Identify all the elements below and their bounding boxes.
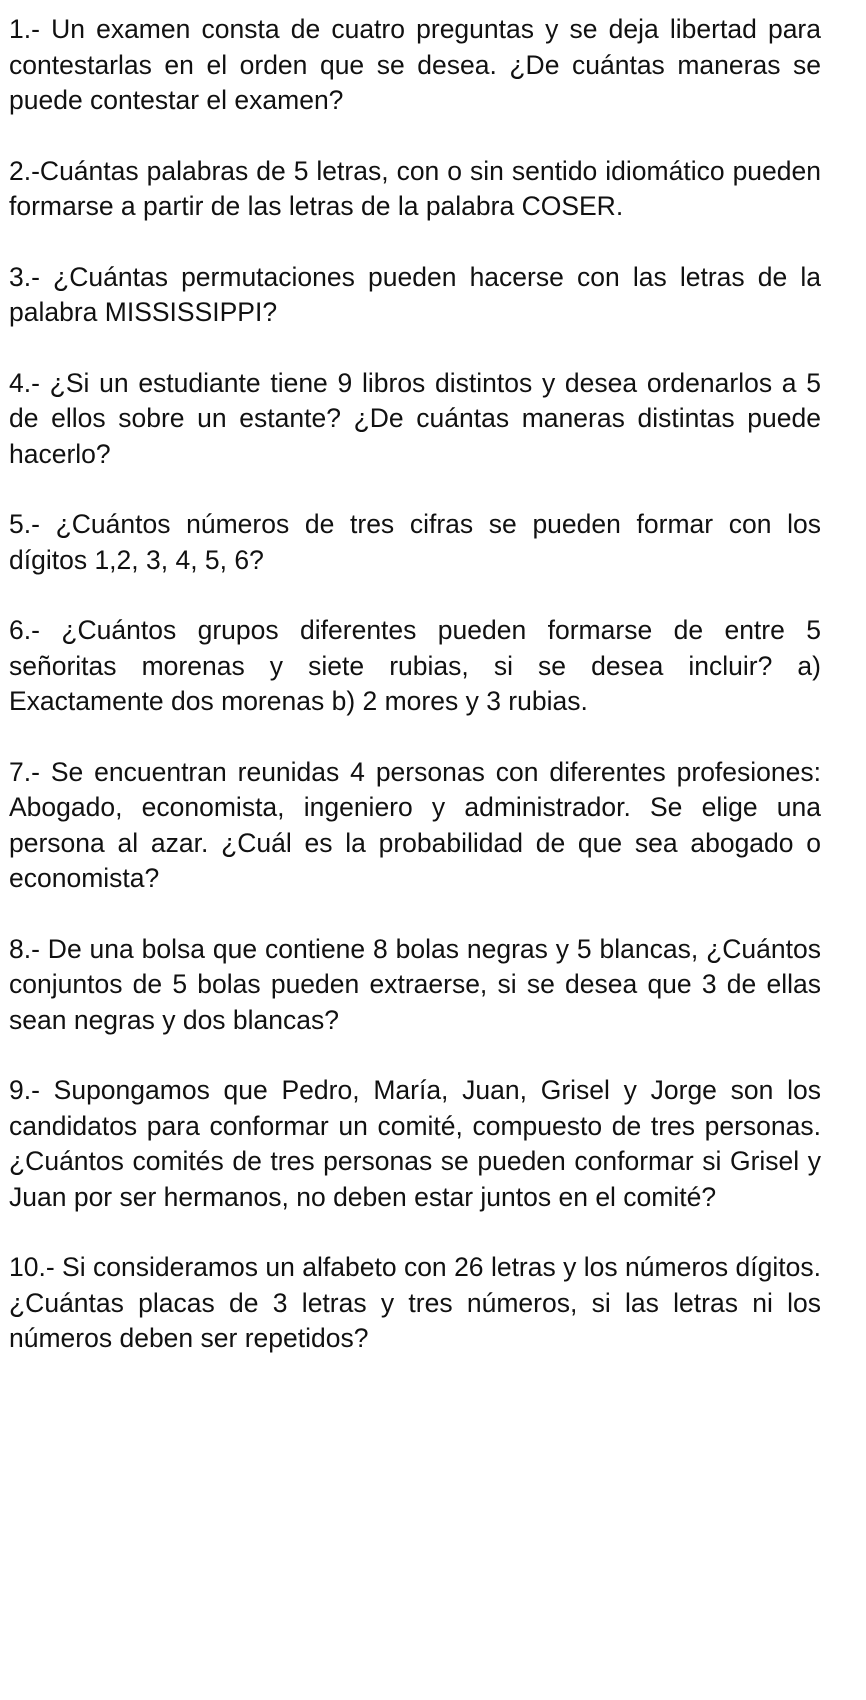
question-9: 9.- Supongamos que Pedro, María, Juan, Grisel y Jorge son los candidatos para conformar un comité, compuesto de tres personas. ¿Cuántos comités de tres personas se pueden conformar si Grisel y Juan por ser hermanos, no deben estar juntos en el comité? [9, 1075, 821, 1212]
question-5: 5.- ¿Cuántos números de tres cifras se pueden formar con los dígitos 1,2, 3, 4, 5, 6? [9, 509, 821, 575]
question-1: 1.- Un examen consta de cuatro preguntas y se deja libertad para contestarlas en el orden que se desea. ¿De cuántas maneras se puede contestar el examen? [9, 14, 821, 115]
question-8: 8.- De una bolsa que contiene 8 bolas negras y 5 blancas, ¿Cuántos conjuntos de 5 bolas pueden extraerse, si se desea que 3 de ellas sean negras y dos blancas? [9, 933, 821, 1035]
question-6: 6.- ¿Cuántos grupos diferentes pueden formarse de entre 5 señoritas morenas y siete rubias, si se desea incluir? a) Exactamente dos morenas b) 2 mores y 3 rubias. [9, 615, 821, 716]
question-4: 4.- ¿Si un estudiante tiene 9 libros distintos y desea ordenarlos a 5 de ellos sobre un estante? ¿De cuántas maneras distintas puede hacerlo? [9, 367, 821, 469]
question-10: 10.- Si consideramos un alfabeto con 26 letras y los números dígitos. ¿Cuántas placas de 3 letras y tres números, si las letras ni los números deben ser repetidos? [9, 1252, 821, 1353]
question-3: 3.- ¿Cuántas permutaciones pueden hacerse con las letras de la palabra MISSISSIPPI? [9, 261, 821, 327]
question-7: 7.- Se encuentran reunidas 4 personas con diferentes profesiones: Abogado, economista, ingeniero y administrador. Se elige una persona al azar. ¿Cuál es la probabilidad de que sea abogado o economista? [9, 756, 821, 893]
question-2: 2.-Cuántas palabras de 5 letras, con o sin sentido idiomático pueden formarse a partir de las letras de la palabra COSER. [9, 155, 821, 221]
